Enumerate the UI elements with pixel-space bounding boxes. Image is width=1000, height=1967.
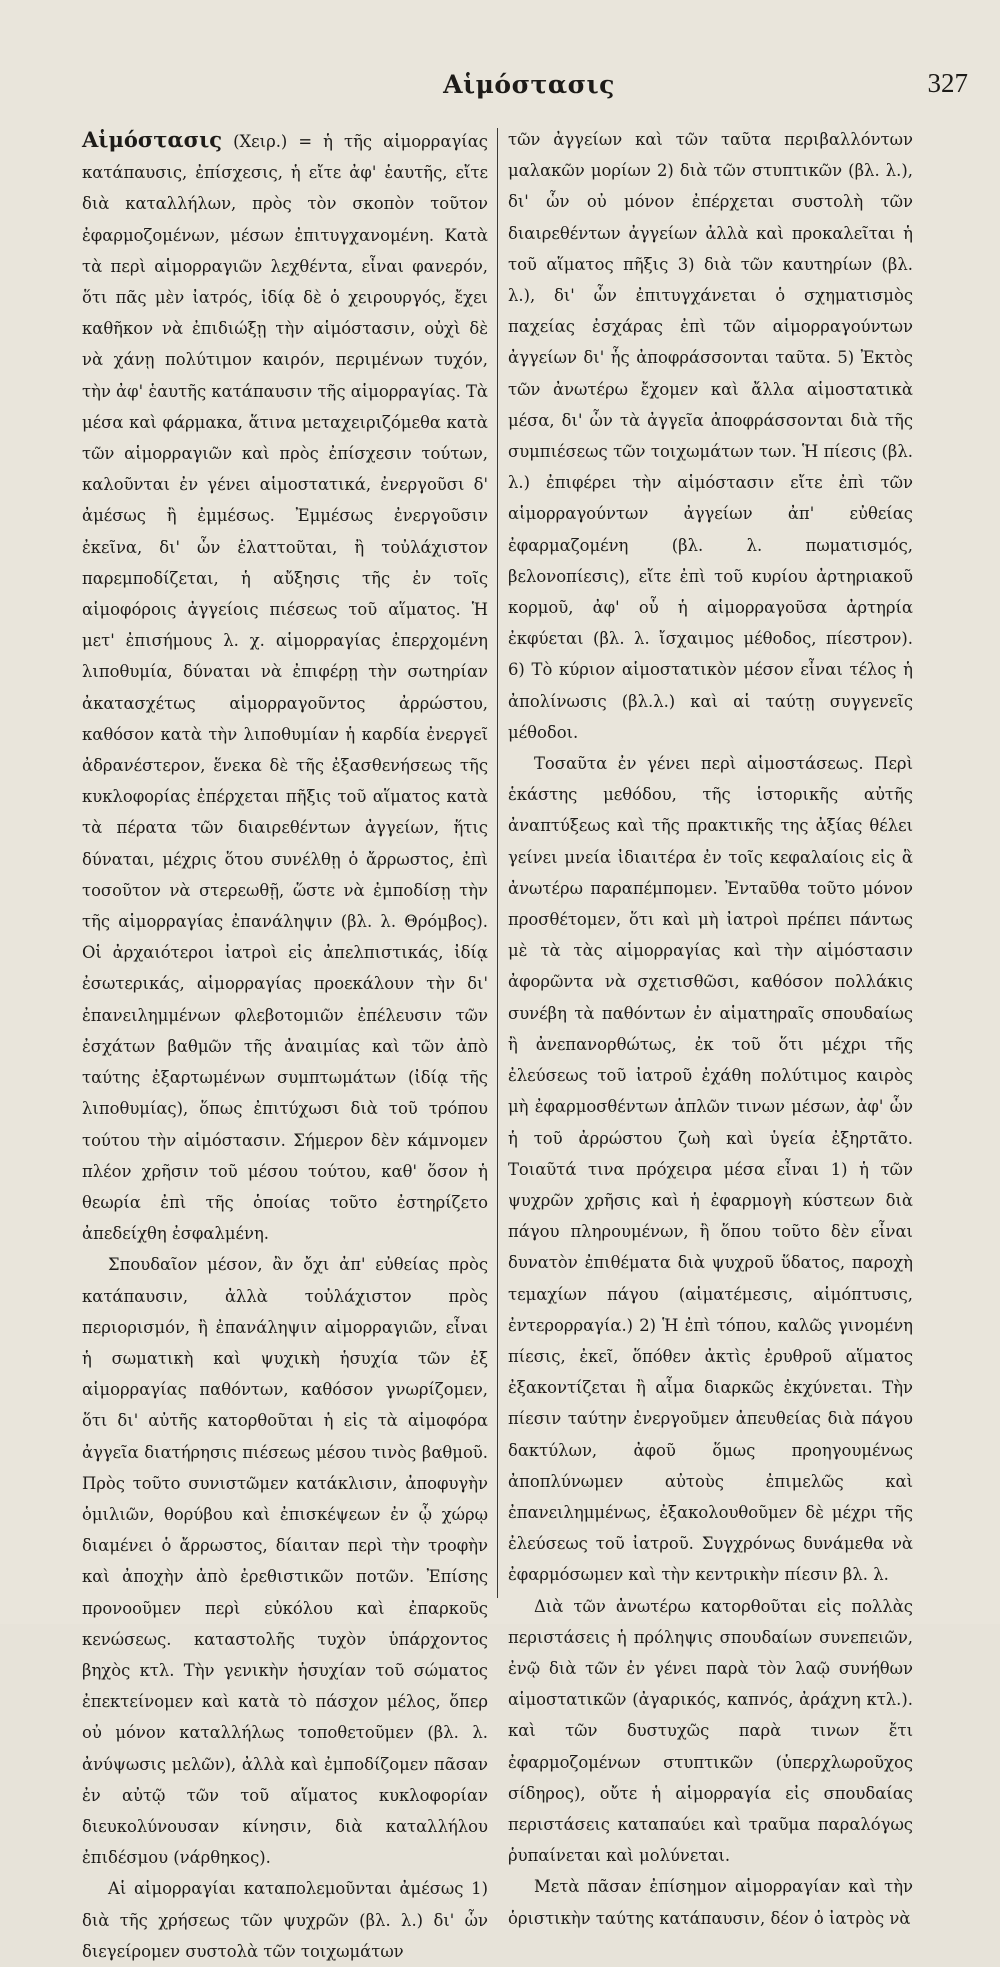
paragraph: Αἱ αἱμορραγίαι καταπολεμοῦνται ἀμέσως 1) διὰ τῆς χρήσεως τῶν ψυχρῶν (βλ. λ.) δι' ὧν διεγείρομεν συστολὰ τῶν τοιχωμάτων <box>82 1879 488 1961</box>
paragraph <box>82 124 488 1249</box>
paragraph: Τοσαῦτα ἐν γένει περὶ αἱμοστάσεως. Περὶ ἑκάστης μεθόδου, τῆς ἱστορικῆς αὐτῆς ἀναπτύξεως καὶ τῆς πρακτικῆς της ἀξίας θέλει γείνει μνεία ἰδιαιτέρα ἐν τοῖς κεφαλαίοις εἰς ἃ ἀνωτέρω παραπέμπομεν. Ἐνταῦθα τοῦτο μόνον προσθέτομεν, ὅτι καὶ μὴ ἰατροὶ πρέπει πάντως μὲ τὰ τὰς αἱμορραγίας καὶ τὴν αἱμόστασιν ἀφορῶντα νὰ σχετισθῶσι, καθόσον πολλάκις συνέβη τὰ παθόντων ἐν αἱματηραῖς σπουδαίως ἢ ἀνεπανορθώτως, ἐκ τοῦ ὅτι μέχρι τῆς ἐλεύσεως τοῦ ἰατροῦ ἐχάθη πολύτιμος καιρὸς μὴ ἐφαρμοσθέντων ἁπλῶν τινων μέσων, ἀφ' ὧν ἡ τοῦ ἀρρώστου ζωὴ καὶ ὑγεία ἐξηρτᾶτο. Τοιαῦτά τινα πρόχειρα μέσα εἶναι 1) ἡ τῶν ψυχρῶν χρῆσις καὶ ἡ ἐφαρμογὴ κύστεων διὰ πάγου πληρουμένων, ἢ ὅπου τοῦτο δὲν εἶναι δυνατὸν ἐπιθέματα διὰ ψυχροῦ ὕδατος, παροχὴ τεμαχίων πάγου (αἱματέμεσις, αἱμόπτυσις, ἐντερορραγία.) 2) Ἡ ἐπὶ τόπου, καλῶς γινομένη πίεσις, ἐκεῖ, ὅπόθεν ἀκτὶς ἐρυθροῦ αἵματος ἐξακοντίζεται ἢ αἷμα διαρκῶς ἐκχύνεται. Τὴν πίεσιν ταύτην ἐνεργοῦμεν ἀπευθείας διὰ πάγου δακτύλων, ἀφοῦ ὅμως προηγουμένως ἀποπλύνωμεν αὐτοὺς ἐπιμελῶς καὶ ἐπανειλημμένως, ἐξακολουθοῦμεν δὲ μέχρι τῆς ἐλεύσεως τοῦ ἰατροῦ. Συγχρόνως δυνάμεθα νὰ ἐφαρμόσωμεν καὶ τὴν κεντρικὴν πίεσιν βλ. λ. <box>508 754 913 1585</box>
right-column <box>498 124 913 1928</box>
left-column <box>82 124 497 1961</box>
running-title: Αἱμόστασις <box>443 70 615 99</box>
paragraph-text: (Χειρ.) = ἡ τῆς αἱμορραγίας κατάπαυσις, ἐπίσχεσις, ἡ εἴτε ἀφ' ἑαυτῆς, εἴτε διὰ καταλλήλων, πρὸς τὸν σκοπὸν τοῦτον ἐφαρμοζομένων, μέσων ἐπιτυγχανομένη. Κατὰ τὰ περὶ αἱμορραγιῶν λεχθέντα, εἶναι φανερόν, ὅτι πᾶς μὲν ἰατρός, ἰδίᾳ δὲ ὁ χειρουργός, ἔχει καθῆκον νὰ ἐπιδιώξῃ τὴν αἱμόστασιν, οὐχὶ δὲ νὰ χάνῃ πολύτιμον καιρόν, περιμένων τυχόν, τὴν ἀφ' ἑαυτῆς κατάπαυσιν τῆς αἱμορραγίας. Τὰ μέσα καὶ φάρμακα, ἅτινα μεταχειριζόμεθα κατὰ τῶν αἱμορραγιῶν καὶ πρὸς ἐπίσχεσιν τούτων, καλοῦνται ἐν γένει αἱμοστατικά, ἐνεργοῦσι δ' ἀμέσως ἢ ἐμμέσως. Ἐμμέσως ἐνεργοῦσιν ἐκεῖνα, δι' ὧν ἐλαττοῦται, ἢ τοὐλάχιστον παρεμποδίζεται, ἡ αὔξησις τῆς ἐν τοῖς αἱμοφόροις ἀγγείοις πιέσεως τοῦ αἵματος. Ἡ μετ' ἐπισήμους λ. χ. αἱμορραγίας ἐπερχομένη λιποθυμία, δύναται νὰ ἐπιφέρῃ τὴν σωτηρίαν ἀκατασχέτως αἱμορραγοῦντος ἀρρώστου, καθόσον κατὰ τὴν λιποθυμίαν ἡ καρδία ἐνεργεῖ ἀδρανέστερον, ἕνεκα δὲ τῆς ἐξασθενήσεως τῆς κυκλοφορίας ἐπέρχεται πῆξις τοῦ αἵματος κατὰ τὰ πέρατα τῶν διαιρεθέντων ἀγγείων, ἥτις δύναται, μέχρις ὅτου συνέλθῃ ὁ ἄρρωστος, ἐπὶ τοσοῦτον νὰ στερεωθῇ, ὥστε νὰ ἐμποδίσῃ τὴν τῆς αἱμορραγίας ἐπανάληψιν (βλ. λ. Θρόμβος). Οἱ ἀρχαιότεροι ἰατροὶ εἰς ἀπελπιστικάς, ἰδίᾳ ἐσωτερικάς, αἱμορραγίας προεκάλουν τὴν δι' ἐπανειλημμένων φλεβοτομιῶν ἐπέλευσιν τῶν ἐσχάτων βαθμῶν τῆς ἀναιμίας καὶ τῶν ἀπὸ ταύτης ἐξαρτωμένων συμπτωμάτων (ἰδίᾳ τῆς λιποθυμίας), ὅπως ἐπιτύχωσι διὰ τοῦ τρόπου τούτου τὴν αἱμόστασιν. Σήμερον δὲν κάμνομεν πλέον χρῆσιν τοῦ μέσου τούτου, καθ' ὅσον ἡ θεωρία ἐπὶ τῆς ὁποίας τοῦτο ἐστηρίζετο ἀπεδείχθη ἐσφαλμένη. <box>82 132 488 1244</box>
entry-lemma: Αἱμόστασις <box>82 127 223 152</box>
paragraph: τῶν ἀγγείων καὶ τῶν ταῦτα περιβαλλόντων μαλακῶν μορίων 2) διὰ τῶν στυπτικῶν (βλ. λ.), δι' ὧν οὐ μόνον ἐπέρχεται συστολὴ τῶν διαιρεθέντων ἀγγείων ἀλλὰ καὶ προκαλεῖται ἡ τοῦ αἵματος πῆξις 3) διὰ τῶν καυτηρίων (βλ. λ.), δι' ὧν ἐπιτυγχάνεται ὁ σχηματισμὸς παχείας ἐσχάρας ἐπὶ τῶν αἱμορραγούντων ἀγγείων δι' ἧς ἀποφράσσονται ταῦτα. 5) Ἐκτὸς τῶν ἀνωτέρω ἔχομεν καὶ ἄλλα αἱμοστατικὰ μέσα, δι' ὧν τὰ ἀγγεῖα ἀποφράσσονται διὰ τῆς συμπιέσεως τῶν τοιχωμάτων των. Ἡ πίεσις (βλ. λ.) ἐπιφέρει τὴν αἱμόστασιν εἴτε ἐπὶ τῶν αἱμορραγούντων ἀγγείων ἀπ' εὐθείας ἐφαρμαζομένη (βλ. λ. πωματισμός, βελονοπίεσις), εἴτε ἐπὶ τοῦ κυρίου ἀρτηριακοῦ κορμοῦ, ἀφ' οὗ ἡ αἱμορραγοῦσα ἀρτηρία ἐκφύεται (βλ. λ. ἴσχαιμος μέθοδος, πίεστρον). 6) Τὸ κύριον αἱμοστατικὸν μέσον εἶναι τέλος ἡ ἀπολίνωσις (βλ.λ.) καὶ αἱ ταύτῃ συγγενεῖς μέθοδοι. <box>508 130 913 742</box>
paragraph: Διὰ τῶν ἀνωτέρω κατορθοῦται εἰς πολλὰς περιστάσεις ἡ πρόληψις σπουδαίων συνεπειῶν, ἐνῷ διὰ τῶν ἐν γένει παρὰ τὸν λαῷ συνήθων αἱμοστατικῶν (ἀγαρικός, καπνός, ἀράχνη κτλ.). καὶ τῶν δυστυχῶς παρὰ τινων ἔτι ἐφαρμοζομένων στυπτικῶν (ὑπερχλωροῦχος σίδηρος), οὔτε ἡ αἱμορραγία εἰς σπουδαίας περιστάσεις καταπαύει καὶ τραῦμα παραλόγως ῥυπαίνεται καὶ μολύνεται. <box>508 1596 913 1866</box>
page-header <box>82 68 976 108</box>
paragraph: Μετὰ πᾶσαν ἐπίσημον αἱμορραγίαν καὶ τὴν ὁριστικὴν ταύτης κατάπαυσιν, δέον ὁ ἰατρὸς νὰ <box>508 1877 913 1928</box>
page-number: 327 <box>927 68 968 98</box>
paragraph: Σπουδαῖον μέσον, ἂν ὄχι ἀπ' εὐθείας πρὸς κατάπαυσιν, ἀλλὰ τοὐλάχιστον πρὸς περιορισμόν, ἢ ἐπανάληψιν αἱμορραγιῶν, εἶναι ἡ σωματικὴ καὶ ψυχικὴ ἡσυχία τῶν ἐξ αἱμορραγίας παθόντων, καθόσον γνωρίζομεν, ὅτι δι' αὐτῆς κατορθοῦται ἡ εἰς τὰ αἱμοφόρα ἀγγεῖα διατήρησις πιέσεως μέσου τινὸς βαθμοῦ. Πρὸς τοῦτο συνιστῶμεν κατάκλισιν, ἀποφυγὴν ὁμιλιῶν, θορύβου καὶ ἐπισκέψεων ἐν ᾧ χώρῳ διαμένει ὁ ἄρρωστος, δίαιταν περὶ τὴν τροφὴν καὶ ἀποχὴν ἀπὸ ἐρεθιστικῶν ποτῶν. Ἐπίσης προνοοῦμεν περὶ εὐκόλου καὶ ἐπαρκοῦς κενώσεως. καταστολῆς τυχὸν ὑπάρχοντος βηχὸς κτλ. Τὴν γενικὴν ἡσυχίαν τοῦ σώματος ἐπεκτείνομεν καὶ κατὰ τὸ πάσχον μέλος, ὅπερ οὐ μόνον καταλλήλως τοποθετοῦμεν (βλ. λ. ἀνύψωσις μελῶν), ἀλλὰ καὶ ἐμποδίζομεν πᾶσαν ἐν αὐτῷ τῶν τοῦ αἵματος κυκλοφορίαν διευκολύνουσαν κίνησιν, διὰ καταλλήλου ἐπιδέσμου (νάρθηκος). <box>82 1255 488 1868</box>
text-columns <box>82 124 976 1961</box>
